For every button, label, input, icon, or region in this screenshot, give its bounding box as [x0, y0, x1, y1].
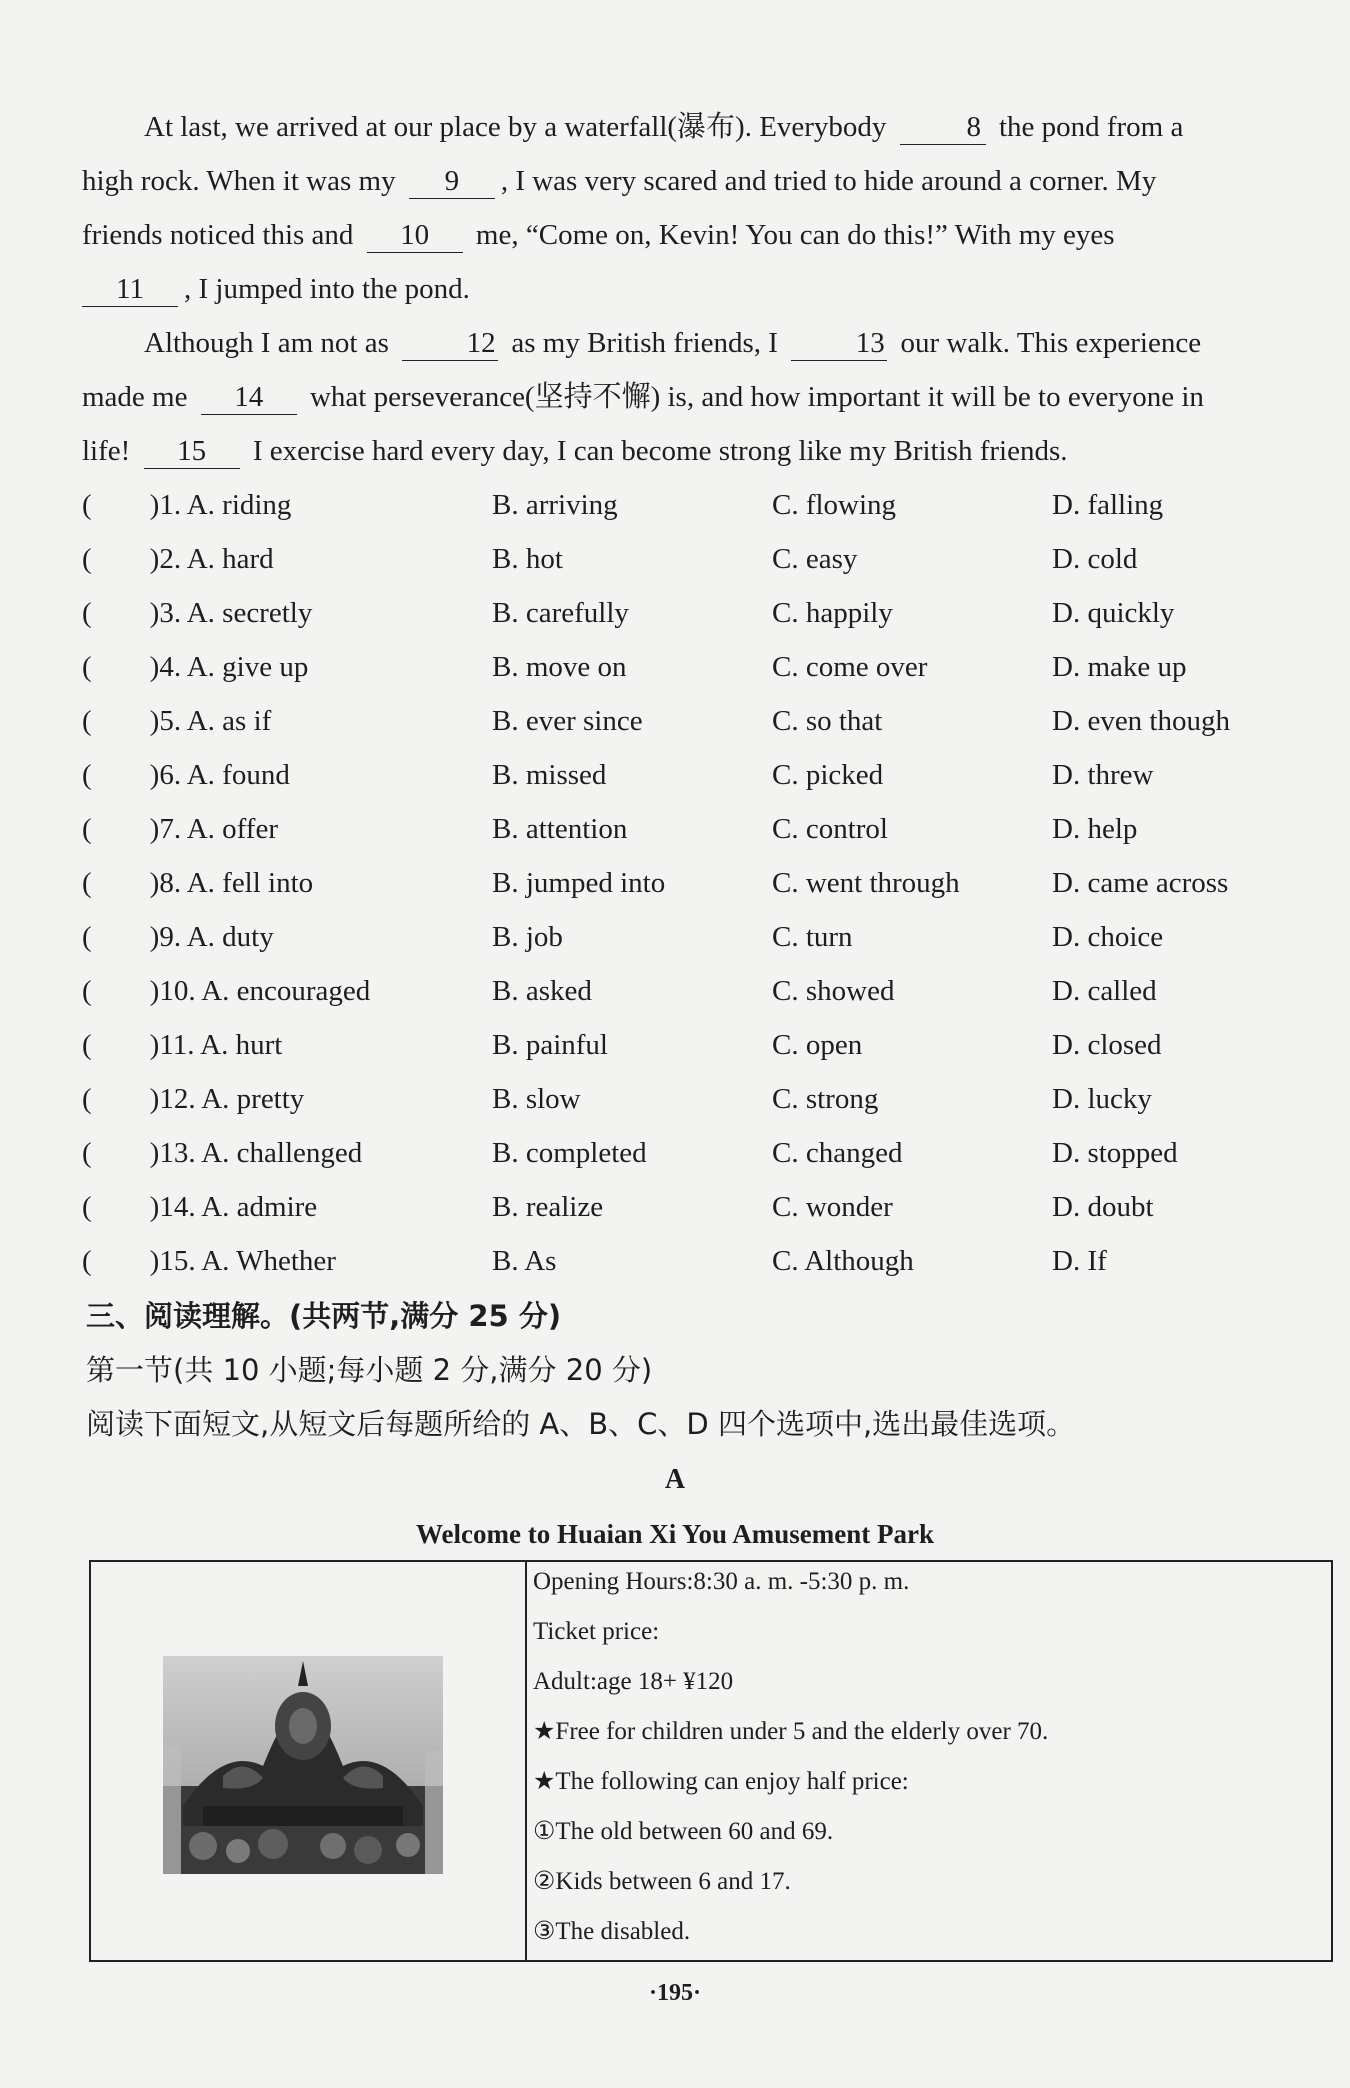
- question-number-option-a: ( )15. A. Whether: [82, 1245, 336, 1277]
- box-divider: [525, 1562, 527, 1960]
- text-segment: friends noticed this and: [82, 219, 354, 251]
- option-c: C. changed: [772, 1137, 903, 1169]
- option-c: C. picked: [772, 759, 884, 791]
- text-segment: life!: [82, 435, 131, 467]
- option-d: D. doubt: [1052, 1191, 1154, 1223]
- question-row: [82, 910, 1332, 964]
- question-number-option-a: ( )4. A. give up: [82, 651, 309, 683]
- option-c: C. strong: [772, 1083, 879, 1115]
- option-d: D. cold: [1052, 543, 1138, 575]
- question-row: [82, 748, 1332, 802]
- option-c: C. Although: [772, 1245, 914, 1277]
- text-segment: made me: [82, 381, 188, 413]
- option-b: B. arriving: [492, 489, 618, 521]
- option-d: D. choice: [1052, 921, 1164, 953]
- text-segment: At last, we arrived at our place by a waterfall(瀑布). Everybody: [144, 111, 887, 143]
- option-b: B. slow: [492, 1083, 581, 1115]
- option-d: D. came across: [1052, 867, 1229, 899]
- option-b: B. ever since: [492, 705, 643, 737]
- question-number-option-a: ( )13. A. challenged: [82, 1137, 363, 1169]
- question-number-option-a: ( )11. A. hurt: [82, 1029, 283, 1061]
- option-d: D. closed: [1052, 1029, 1162, 1061]
- option-d: D. lucky: [1052, 1083, 1152, 1115]
- section-heading: 三、阅读理解。(共两节,满分 25 分): [86, 1299, 562, 1333]
- question-number-option-a: ( )12. A. pretty: [82, 1083, 305, 1115]
- blank-9: 9: [409, 164, 495, 199]
- question-row: [82, 1234, 1332, 1288]
- option-d: D. help: [1052, 813, 1138, 845]
- question-number-option-a: ( )7. A. offer: [82, 813, 278, 845]
- question-number-option-a: ( )2. A. hard: [82, 543, 274, 575]
- passage-paragraph-2: [82, 316, 1332, 478]
- question-row: [82, 1180, 1332, 1234]
- option-b: B. realize: [492, 1191, 604, 1223]
- text-segment: as my British friends, I: [511, 327, 778, 359]
- half-price-item-2: ②Kids between 6 and 17.: [533, 1868, 791, 1895]
- option-d: D. even though: [1052, 705, 1230, 737]
- text-segment: , I was very scared and tried to hide around a corner. My: [500, 165, 1157, 197]
- question-number-option-a: ( )3. A. secretly: [82, 597, 313, 629]
- option-d: D. If: [1052, 1245, 1107, 1277]
- adult-price: Adult:age 18+ ¥120: [533, 1668, 734, 1695]
- option-d: D. stopped: [1052, 1137, 1178, 1169]
- option-b: B. jumped into: [492, 867, 666, 899]
- option-c: C. turn: [772, 921, 853, 953]
- option-c: C. showed: [772, 975, 895, 1007]
- text-segment: what perseverance(坚持不懈) is, and how important it will be to everyone in: [309, 381, 1204, 413]
- option-d: D. falling: [1052, 489, 1164, 521]
- question-row: [82, 802, 1332, 856]
- option-c: C. open: [772, 1029, 863, 1061]
- park-notice-box: [89, 1560, 1333, 1962]
- option-b: B. painful: [492, 1029, 608, 1061]
- question-row: [82, 1072, 1332, 1126]
- blank-11: 11: [82, 272, 178, 307]
- instruction-text: 阅读下面短文,从短文后每题所给的 A、B、C、D 四个选项中,选出最佳选项。: [86, 1407, 1076, 1441]
- option-c: C. flowing: [772, 489, 897, 521]
- amusement-park-gate-photo: [163, 1656, 443, 1874]
- half-price-item-3: ③The disabled.: [533, 1918, 691, 1945]
- question-row: [82, 964, 1332, 1018]
- option-b: B. completed: [492, 1137, 647, 1169]
- ticket-price-label: Ticket price:: [533, 1618, 660, 1645]
- option-b: B. job: [492, 921, 563, 953]
- free-entry-rule: ★Free for children under 5 and the elderly over 70.: [533, 1718, 1049, 1745]
- option-b: B. move on: [492, 651, 627, 683]
- text-segment: high rock. When it was my: [82, 165, 396, 197]
- blank-8: 8: [900, 110, 986, 145]
- option-d: D. make up: [1052, 651, 1187, 683]
- opening-hours: Opening Hours:8:30 a. m. -5:30 p. m.: [533, 1568, 910, 1595]
- option-b: B. carefully: [492, 597, 629, 629]
- half-price-rule: ★The following can enjoy half price:: [533, 1768, 909, 1795]
- option-b: B. As: [492, 1245, 557, 1277]
- question-row: [82, 586, 1332, 640]
- question-row: [82, 1126, 1332, 1180]
- question-row: [82, 1018, 1332, 1072]
- option-d: D. quickly: [1052, 597, 1175, 629]
- question-number-option-a: ( )5. A. as if: [82, 705, 272, 737]
- question-number-option-a: ( )8. A. fell into: [82, 867, 314, 899]
- question-number-option-a: ( )6. A. found: [82, 759, 290, 791]
- text-segment: the pond from a: [998, 111, 1184, 143]
- text-segment: , I jumped into the pond.: [184, 273, 470, 305]
- text-segment: our walk. This experience: [900, 327, 1202, 359]
- blank-13: 13: [791, 326, 887, 361]
- text-segment: Although I am not as: [144, 327, 389, 359]
- option-b: B. attention: [492, 813, 628, 845]
- question-number-option-a: ( )10. A. encouraged: [82, 975, 371, 1007]
- question-row: [82, 532, 1332, 586]
- question-row: [82, 640, 1332, 694]
- question-row: [82, 478, 1332, 532]
- blank-15: 15: [144, 434, 240, 469]
- option-c: C. control: [772, 813, 888, 845]
- question-row: [82, 856, 1332, 910]
- blank-10: 10: [367, 218, 463, 253]
- option-d: D. threw: [1052, 759, 1154, 791]
- half-price-item-1: ①The old between 60 and 69.: [533, 1818, 834, 1845]
- option-c: C. wonder: [772, 1191, 893, 1223]
- question-number-option-a: ( )9. A. duty: [82, 921, 274, 953]
- option-b: B. hot: [492, 543, 563, 575]
- option-c: C. come over: [772, 651, 928, 683]
- passage-paragraph-1: [82, 100, 1332, 316]
- option-c: C. so that: [772, 705, 883, 737]
- option-c: C. easy: [772, 543, 858, 575]
- option-b: B. asked: [492, 975, 592, 1007]
- question-row: [82, 694, 1332, 748]
- question-number-option-a: ( )1. A. riding: [82, 489, 292, 521]
- blank-14: 14: [201, 380, 297, 415]
- option-d: D. called: [1052, 975, 1157, 1007]
- passage-title: Welcome to Huaian Xi You Amusement Park: [416, 1519, 934, 1549]
- question-number-option-a: ( )14. A. admire: [82, 1191, 318, 1223]
- part-heading: 第一节(共 10 小题;每小题 2 分,满分 20 分): [86, 1353, 653, 1387]
- passage-letter: A: [664, 1464, 686, 1495]
- text-segment: me, “Come on, Kevin! You can do this!” With my eyes: [475, 219, 1115, 251]
- option-c: C. went through: [772, 867, 960, 899]
- option-b: B. missed: [492, 759, 607, 791]
- option-c: C. happily: [772, 597, 893, 629]
- text-segment: I exercise hard every day, I can become strong like my British friends.: [252, 435, 1068, 467]
- page-number: ·195·: [648, 1980, 701, 2006]
- blank-12: 12: [402, 326, 498, 361]
